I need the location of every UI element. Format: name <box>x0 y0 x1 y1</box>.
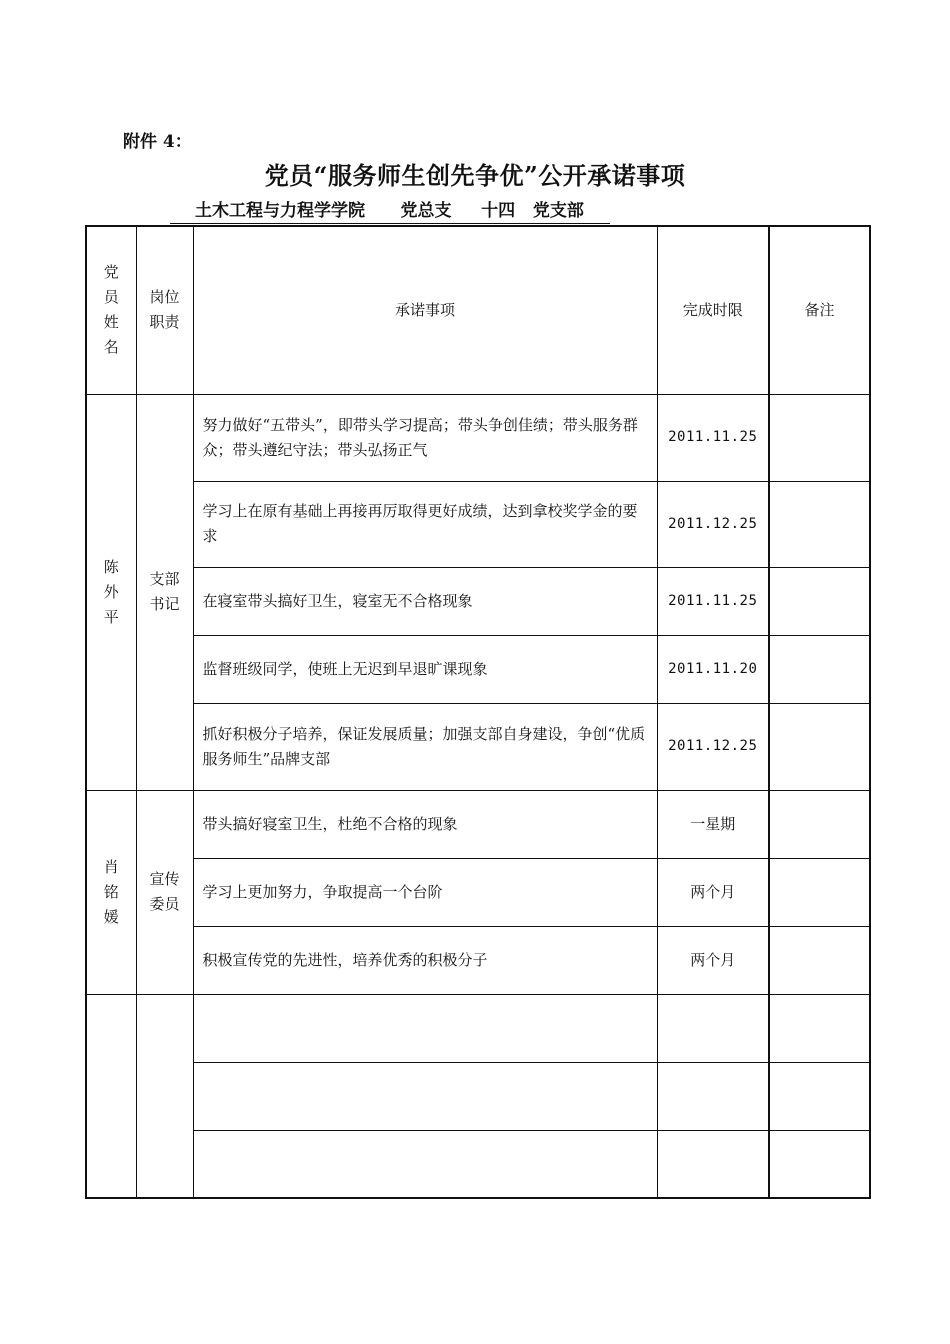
commitment-item <box>193 1130 657 1198</box>
header-deadline: 完成时限 <box>657 226 769 394</box>
branch-number: 十四 <box>481 201 516 221</box>
member-name <box>86 994 136 1198</box>
deadline-cell: 2011.11.20 <box>657 635 769 703</box>
deadline-cell: 2011.12.25 <box>657 703 769 790</box>
table-row <box>86 858 870 926</box>
header-commitment: 承诺事项 <box>193 226 657 394</box>
commitment-item: 学习上在原有基础上再接再厉取得更好成绩，达到拿校奖学金的要求 <box>193 481 657 567</box>
table-row <box>86 1062 870 1130</box>
remark-cell <box>769 703 870 790</box>
commitment-item: 监督班级同学，使班上无迟到早退旷课现象 <box>193 635 657 703</box>
remark-cell <box>769 481 870 567</box>
deadline-cell <box>657 1130 769 1198</box>
deadline-cell: 两个月 <box>657 926 769 994</box>
remark-cell <box>769 1062 870 1130</box>
remark-cell <box>769 1130 870 1198</box>
remark-cell <box>769 567 870 635</box>
deadline-cell <box>657 1062 769 1130</box>
deadline-cell <box>657 994 769 1062</box>
member-position: 支部书记 <box>136 394 193 790</box>
deadline-cell: 2011.12.25 <box>657 481 769 567</box>
remark-cell <box>769 635 870 703</box>
commitment-item <box>193 1062 657 1130</box>
header-name: 党员姓名 <box>86 226 136 394</box>
table-row <box>86 394 870 481</box>
remark-cell <box>769 858 870 926</box>
commitment-item: 学习上更加努力，争取提高一个台阶 <box>193 858 657 926</box>
table-row <box>86 994 870 1062</box>
commitment-item: 带头搞好寝室卫生，杜绝不合格的现象 <box>193 790 657 858</box>
commitment-item <box>193 994 657 1062</box>
branch-subtitle <box>170 199 610 224</box>
commitment-item: 努力做好“五带头”，即带头学习提高；带头争创佳绩；带头服务群众；带头遵纪守法；带头弘扬正气 <box>193 394 657 481</box>
deadline-cell: 2011.11.25 <box>657 567 769 635</box>
table-row <box>86 703 870 790</box>
member-name: 肖铭媛 <box>86 790 136 994</box>
table-header-row <box>86 226 870 394</box>
table-row <box>86 790 870 858</box>
commitment-item: 在寝室带头搞好卫生，寝室无不合格现象 <box>193 567 657 635</box>
general-branch-label: 党总支 <box>400 201 452 221</box>
commitment-table <box>85 225 871 1199</box>
college-name: 土木工程与力程学学院 <box>195 201 365 221</box>
attachment-label: 附件 4： <box>123 132 192 152</box>
table-row <box>86 567 870 635</box>
table-row <box>86 481 870 567</box>
table-row <box>86 635 870 703</box>
member-name: 陈外平 <box>86 394 136 790</box>
deadline-cell: 一星期 <box>657 790 769 858</box>
commitment-item: 积极宣传党的先进性，培养优秀的积极分子 <box>193 926 657 994</box>
header-remark: 备注 <box>769 226 870 394</box>
member-position <box>136 994 193 1198</box>
table-row <box>86 926 870 994</box>
header-position: 岗位职责 <box>136 226 193 394</box>
commitment-item: 抓好积极分子培养，保证发展质量；加强支部自身建设，争创“优质服务师生”品牌支部 <box>193 703 657 790</box>
deadline-cell: 两个月 <box>657 858 769 926</box>
remark-cell <box>769 926 870 994</box>
table-row <box>86 1130 870 1198</box>
remark-cell <box>769 790 870 858</box>
deadline-cell: 2011.11.25 <box>657 394 769 481</box>
branch-label: 党支部 <box>532 201 584 221</box>
member-position: 宣传委员 <box>136 790 193 994</box>
remark-cell <box>769 994 870 1062</box>
page-title: 党员“服务师生创先争优”公开承诺事项 <box>264 161 686 190</box>
remark-cell <box>769 394 870 481</box>
